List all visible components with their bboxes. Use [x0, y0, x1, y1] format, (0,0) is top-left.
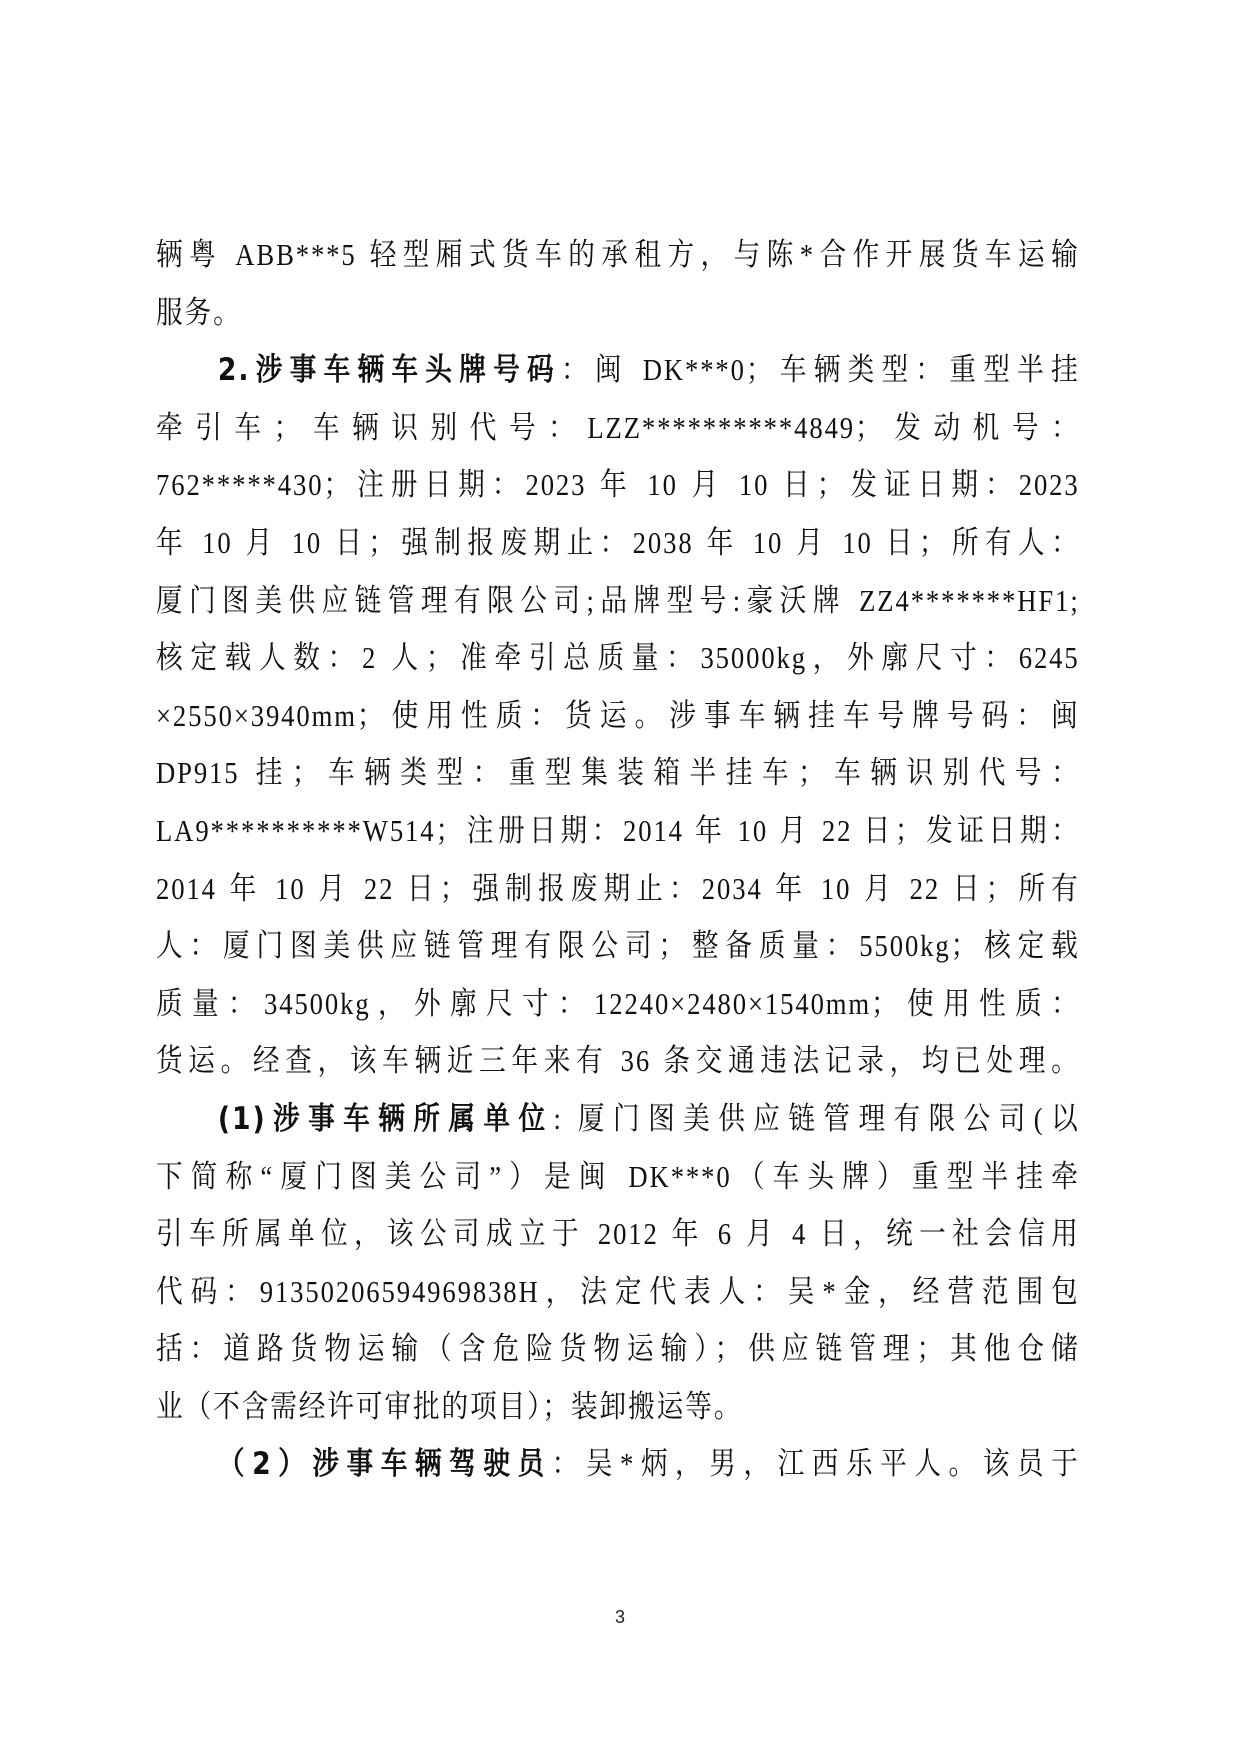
text-line: 下简称“厦门图美公司”）是闽 DK***0（车头牌）重型半挂牵 [156, 1158, 1080, 1194]
text-run: : 厦门图美供应链管理有限公司(以 [553, 1100, 1080, 1136]
section-heading-driver: （2）涉事车辆驾驶员 [217, 1446, 552, 1483]
text-line: LA9**********W514；注册日期：2014 年 10 月 22 日；发证日期： [156, 812, 1080, 848]
text-line: 货运。经查，该车辆近三年来有 36 条交通违法记录，均已处理。 [156, 1043, 1080, 1079]
text-run: ：吴*炳，男，江西乐平人。该员于 [551, 1446, 1080, 1482]
section-heading-vehicle-owner: (1)涉事车辆所属单位 [217, 1100, 554, 1137]
text-line: 辆粤 ABB***5 轻型厢式货车的承租方，与陈*合作开展货车运输 [156, 237, 1080, 272]
text-line [156, 1435, 1080, 1493]
text-line: 业（不含需经许可审批的项目）；装卸搬运等。 [156, 1388, 743, 1424]
document-body [156, 226, 1080, 1493]
text-line [156, 1090, 1080, 1148]
text-line: 引车所属单位，该公司成立于 2012 年 6 月 4 日，统一社会信用 [156, 1216, 1080, 1252]
text-line: 括：道路货物运输（含危险货物运输）；供应链管理；其他仓储 [156, 1331, 1080, 1367]
section-heading-vehicle-plate: 2.涉事车辆车头牌号码 [217, 352, 561, 389]
text-line [156, 341, 1080, 399]
text-line: 代码：91350206594969838H，法定代表人：吴*金，经营范围包 [156, 1273, 1080, 1309]
text-line: 厦门图美供应链管理有限公司;品牌型号:豪沃牌 ZZ4*******HF1; [156, 582, 1080, 618]
text-line: 人：厦门图美供应链管理有限公司；整备质量：5500kg；核定载 [156, 928, 1080, 964]
text-line: 牵引车；车辆识别代号：LZZ**********4849；发动机号： [156, 409, 1080, 445]
text-run: ：闽 DK***0；车辆类型：重型半挂 [560, 352, 1080, 388]
text-line: ×2550×3940mm；使用性质：货运。涉事车辆挂车号牌号码：闽 [156, 697, 1080, 733]
text-line: 2014 年 10 月 22 日；强制报废期止：2034 年 10 月 22 日；所有 [156, 870, 1080, 906]
text-line: 核定载人数：2 人；准牵引总质量：35000kg，外廓尺寸：6245 [156, 640, 1080, 676]
text-line: DP915 挂；车辆类型：重型集装箱半挂车；车辆识别代号： [156, 755, 1080, 791]
text-line: 年 10 月 10 日；强制报废期止：2038 年 10 月 10 日；所有人： [156, 524, 1080, 560]
text-line: 质量：34500kg，外廓尺寸：12240×2480×1540mm；使用性质： [156, 985, 1080, 1021]
text-line: 服务。 [156, 294, 242, 330]
page-number: 3 [614, 1607, 625, 1627]
text-line: 762*****430；注册日期：2023 年 10 月 10 日；发证日期：2023 [156, 467, 1080, 503]
